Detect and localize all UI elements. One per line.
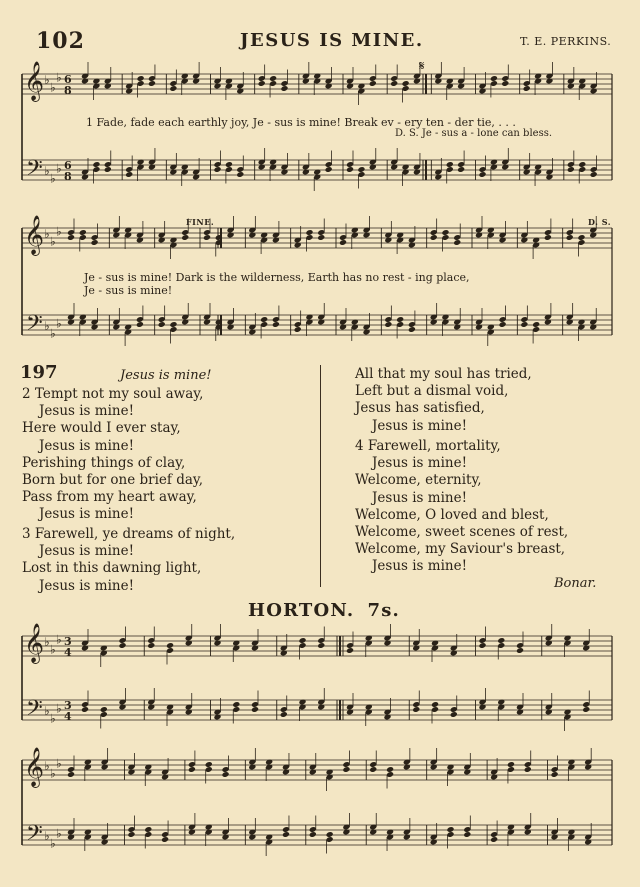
note-head	[441, 229, 449, 236]
note-head	[325, 166, 333, 173]
note-head	[294, 326, 302, 333]
note-head	[457, 166, 465, 173]
note-head	[402, 80, 410, 87]
note-head	[446, 826, 454, 833]
bass-clef: 𝄢	[26, 821, 43, 851]
note-head	[232, 701, 240, 708]
lyric-line-2: Je - sus is mine! Dark is the wilderness, Earth has no rest - ing place,	[84, 271, 470, 284]
note-head	[298, 637, 306, 644]
segno-icon: 𝄋	[419, 59, 425, 74]
tune-title: HORTON. 7s.	[248, 600, 400, 621]
note-head	[260, 316, 268, 323]
note-head	[148, 80, 156, 87]
fine-mark: FINE.	[186, 217, 215, 227]
time-sig-top: 3	[64, 699, 72, 712]
note-head	[280, 711, 288, 718]
composer-credit: T. E. PERKINS.	[520, 35, 612, 48]
note-head	[326, 831, 334, 838]
note-head	[357, 166, 365, 173]
flat-sign: ♭	[50, 642, 56, 657]
note-head	[100, 706, 108, 713]
page-title: JESUS IS MINE.	[240, 30, 424, 51]
note-head	[450, 711, 458, 718]
time-sig-bottom: 4	[64, 710, 72, 723]
flat-sign: ♭	[50, 80, 56, 95]
bass-clef: 𝄢	[26, 311, 43, 341]
flat-sign: ♭	[56, 70, 62, 85]
note-head	[524, 766, 532, 773]
flat-sign: ♭	[44, 829, 50, 843]
note-head	[582, 706, 590, 713]
note-head	[305, 229, 313, 236]
note-head	[213, 166, 221, 173]
note-head	[408, 326, 416, 333]
note-head	[169, 321, 177, 328]
flat-sign: ♭	[56, 826, 62, 841]
note-head	[453, 239, 461, 246]
flat-sign: ♭	[44, 319, 50, 333]
time-sig-bottom: 8	[64, 170, 72, 183]
note-head	[317, 234, 325, 241]
note-head	[127, 831, 135, 838]
note-head	[369, 80, 377, 87]
flat-sign: ♭	[50, 836, 56, 851]
note-head	[566, 234, 574, 241]
ds-mark: D. S.	[588, 217, 611, 227]
flat-sign: ♭	[56, 161, 62, 176]
bass-clef: 𝄢	[26, 156, 43, 186]
note-head	[478, 642, 486, 649]
flat-sign: ♭	[44, 759, 50, 773]
flat-sign: ♭	[50, 766, 56, 781]
note-head	[203, 234, 211, 241]
note-head	[251, 706, 259, 713]
note-head	[205, 761, 213, 768]
note-head	[339, 239, 347, 246]
flat-sign: ♭	[50, 234, 56, 249]
note-head	[431, 701, 439, 708]
note-head	[166, 642, 174, 649]
flat-sign: ♭	[56, 632, 62, 647]
note-head	[272, 321, 280, 328]
time-sig-top: 6	[64, 73, 72, 86]
note-head	[507, 761, 515, 768]
note-head	[463, 831, 471, 838]
flat-sign: ♭	[56, 701, 62, 716]
note-head	[412, 706, 420, 713]
note-head	[144, 826, 152, 833]
flat-sign: ♭	[50, 171, 56, 186]
note-head	[81, 706, 89, 713]
note-head	[104, 166, 112, 173]
note-head	[384, 321, 392, 328]
column-divider	[320, 365, 321, 587]
note-head	[280, 85, 288, 92]
note-head	[446, 161, 454, 168]
note-head	[544, 234, 552, 241]
note-head	[137, 75, 145, 82]
note-head	[523, 85, 531, 92]
flat-sign: ♭	[44, 73, 50, 87]
flat-sign: ♭	[56, 756, 62, 771]
note-head	[91, 239, 99, 246]
note-head	[188, 766, 196, 773]
flat-sign: ♭	[44, 164, 50, 178]
verse-3: 3 Farewell, ye dreams of night, Jesus is mine! Lost in this dawning light, Jesus is mine!	[22, 526, 236, 594]
treble-clef: 𝄞	[24, 61, 45, 101]
note-head	[269, 75, 277, 82]
note-head	[79, 229, 87, 236]
note-head	[125, 171, 133, 178]
time-sig-bottom: 8	[64, 84, 72, 97]
note-head	[516, 647, 524, 654]
note-head	[181, 234, 189, 241]
note-head	[161, 836, 169, 843]
time-sig-top: 6	[64, 159, 72, 172]
treble-clef: 𝄞	[24, 215, 45, 255]
note-head	[158, 321, 166, 328]
note-head	[499, 321, 507, 328]
note-head	[590, 171, 598, 178]
flat-sign: ♭	[56, 224, 62, 239]
time-sig-top: 3	[64, 635, 72, 648]
note-head	[551, 771, 559, 778]
note-head	[236, 171, 244, 178]
note-head	[567, 166, 575, 173]
note-head	[490, 836, 498, 843]
note-head	[430, 234, 438, 241]
note-head	[478, 171, 486, 178]
note-head	[169, 85, 177, 92]
verse-4: 4 Farewell, mortality, Jesus is mine! Welcome, eternity, Jesus is mine! Welcome, O loved and blest, Welcome, sweet scenes of rest, Welcome, my Saviour's breast, Jesus is mine!	[355, 438, 569, 575]
note-head	[222, 771, 230, 778]
note-head	[225, 161, 233, 168]
note-head	[369, 766, 377, 773]
note-head	[342, 766, 350, 773]
note-head	[136, 321, 144, 328]
note-head	[92, 161, 100, 168]
flat-sign: ♭	[44, 635, 50, 649]
flat-sign: ♭	[44, 704, 50, 718]
note-head	[118, 642, 126, 649]
lyric-line-1: 1 Fade, fade each earthly joy, Je - sus is mine! Break ev - ery ten - der tie, . . .	[86, 116, 516, 129]
note-head	[390, 80, 398, 87]
treble-clef: 𝄞	[24, 623, 45, 663]
hymn-subtitle: Jesus is mine!	[120, 368, 212, 383]
note-head	[147, 642, 155, 649]
flat-sign: ♭	[50, 326, 56, 341]
bass-clef: 𝄢	[26, 696, 43, 726]
lyric-line-2b: Je - sus is mine!	[84, 284, 173, 297]
note-head	[490, 75, 498, 82]
note-head	[578, 161, 586, 168]
note-head	[577, 234, 585, 241]
note-head	[497, 637, 505, 644]
verse-1-continued: All that my soul has tried, Left but a dismal void, Jesus has satisfied, Jesus is mine!	[355, 366, 532, 434]
note-head	[501, 80, 509, 87]
flat-sign: ♭	[50, 711, 56, 726]
note-head	[258, 80, 266, 87]
note-head	[386, 766, 394, 773]
verse-2: 2 Tempt not my soul away, Jesus is mine! Here would I ever stay, Jesus is mine! Perishing things of clay, Born but for one brief day, Pass from my heart away, Jesus is mine!	[22, 386, 204, 523]
note-head	[346, 647, 354, 654]
note-head	[309, 831, 317, 838]
flat-sign: ♭	[56, 316, 62, 331]
hymn-number: 197	[20, 362, 58, 383]
note-head	[67, 771, 75, 778]
lyric-line-ds: D. S. Je - sus a - lone can bless.	[395, 128, 553, 139]
treble-clef: 𝄞	[24, 747, 45, 787]
time-sig-bottom: 4	[64, 646, 72, 659]
note-head	[396, 316, 404, 323]
note-head	[67, 234, 75, 241]
note-head	[317, 642, 325, 649]
author-credit: Bonar.	[554, 576, 597, 591]
note-head	[282, 831, 290, 838]
note-head	[520, 321, 528, 328]
page-number: 102	[36, 28, 85, 54]
note-head	[532, 321, 540, 328]
flat-sign: ♭	[44, 227, 50, 241]
note-head	[346, 166, 354, 173]
